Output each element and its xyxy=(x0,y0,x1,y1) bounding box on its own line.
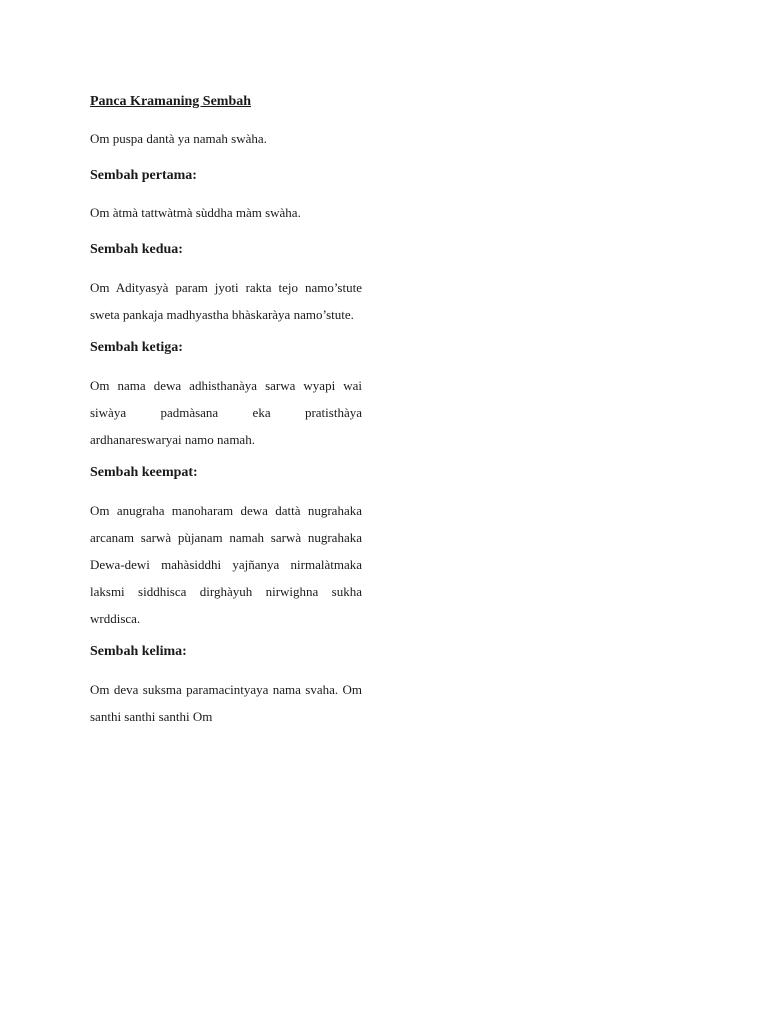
document-page xyxy=(90,92,362,730)
section-heading-2: Sembah kedua: xyxy=(90,242,183,257)
section-heading-3: Sembah ketiga: xyxy=(90,340,183,355)
section-heading-4: Sembah keempat: xyxy=(90,465,198,480)
section-text-4: Om anugraha manoharam dewa dattà nugrahaka arcanam sarwà pùjanam namah sarwà nugrahaka Dewa-dewi mahàsiddhi yajñanya nirmalàtmaka laksmi siddhisca dirghàyuh nirwighna sukha wrddisca. xyxy=(90,503,362,626)
section-text-1: Om àtmà tattwàtmà sùddha màm swàha. xyxy=(90,205,301,220)
document-title: Panca Kramaning Sembah xyxy=(90,94,252,109)
section-text-2: Om Adityasyà param jyoti rakta tejo namo’stute sweta pankaja madhyastha bhàskaràya namo’stute. xyxy=(90,280,362,322)
section-heading-5: Sembah kelima: xyxy=(90,644,187,659)
intro-line: Om puspa dantà ya namah swàha. xyxy=(90,131,267,146)
section-text-5: Om deva suksma paramacintyaya nama svaha. Om santhi santhi santhi Om xyxy=(90,682,362,724)
section-heading-1: Sembah pertama: xyxy=(90,168,197,183)
section-text-3: Om nama dewa adhisthanàya sarwa wyapi wai siwàya padmàsana eka pratisthàya ardhanareswaryai namo namah. xyxy=(90,378,362,447)
